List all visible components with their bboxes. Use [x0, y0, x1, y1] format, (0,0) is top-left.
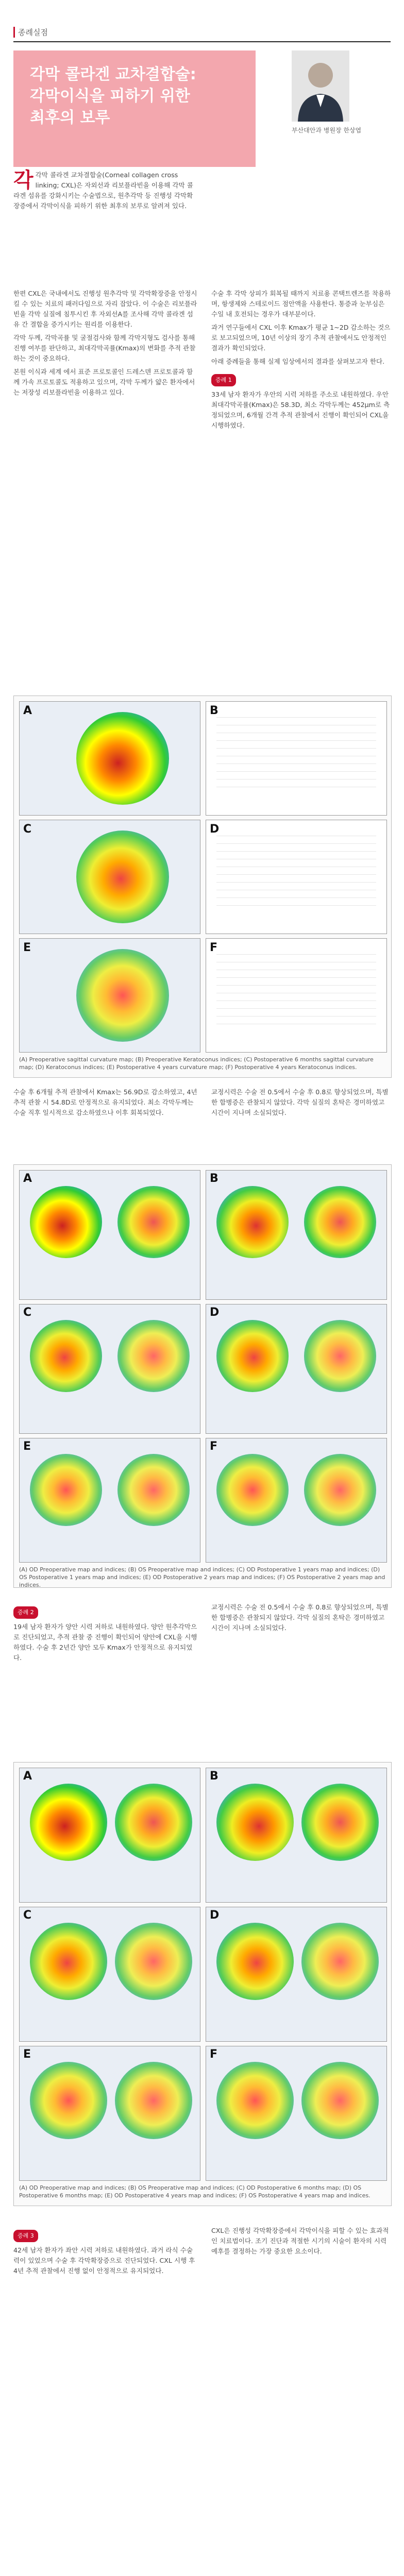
topography-map — [216, 2062, 294, 2139]
figure-panel — [206, 1768, 387, 1903]
panel-label: F — [210, 1440, 218, 1453]
author-photo — [292, 50, 349, 122]
mid-column-right — [211, 1087, 392, 1121]
figure-caption: (A) OD Preoperative map and indices; (B) OS Preoperative map and indices; (C) OD Postoperative 1 years map and indices; (D) OS Postoperative 1 years map and indices; (E) OD Postoperative 2 years map and indices; (F) OS Postoperative 2 years map and indices. — [19, 1566, 385, 1588]
indices-table — [216, 954, 376, 1031]
panel-label: E — [23, 941, 31, 954]
figure-caption: (A) OD Preoperative map and indices; (B) OS Preoperative map and indices; (C) OD Postoperative 6 months map; (D) OS Postoperative 6 months map; (E) OD Postoperative 4 years map and indices; (F) OS Postoperative 4 years map and indices. — [19, 2184, 371, 2199]
case2-column-right — [211, 1602, 392, 1636]
topography-map — [30, 1454, 102, 1526]
topography-map — [216, 1784, 294, 1861]
figure-panel — [206, 2046, 387, 2181]
figure-panel — [19, 938, 200, 1053]
panel-label: F — [210, 941, 218, 954]
intro-text: 각막 콜라겐 교차결합술(Corneal collagen cross linking; CXL)은 자외선과 리보플라빈을 이용해 각막 콜라겐 섬유를 강화시키는 수술법으로, 원추각막 등 진행성 각막확장증에서 각막이식을 피하기 위한 최후의 보루로 알려져 있다. — [13, 171, 193, 210]
topography-map — [117, 1186, 190, 1258]
body-paragraph: 과거 연구들에서 CXL 이후 Kmax가 평균 1~2D 감소하는 것으로 보고되었으며, 10년 이상의 장기 추적 관찰에서도 안정적인 결과가 확인되었다. — [211, 324, 391, 352]
panel-label: D — [210, 823, 220, 836]
figure-caption: (A) Preoperative sagittal curvature map; (B) Preoperative Keratoconus indices; (C) Postoperative 6 months sagittal curvature map; (D) Keratoconus indices; (E) Postoperative 4 years curvature map; (F) Postoperative 4 years Keratoconus indices. — [19, 1056, 374, 1071]
body-paragraph: 수술 후 각막 상피가 회복될 때까지 치료용 콘택트렌즈를 착용하며, 항생제와 스테로이드 점안액을 사용한다. 통증과 눈부심은 수일 내 호전되는 경우가 대부분이다. — [211, 290, 391, 318]
case-text: 42세 남자 환자가 좌안 시력 저하로 내원하였다. 과거 라식 수술력이 있었으며 수술 후 각막확장증으로 진단되었다. CXL 시행 후 4년 추적 관찰에서 진행 없이 안정적으로 유지되었다. — [13, 2246, 195, 2275]
topography-map — [216, 1454, 289, 1526]
panel-label: B — [210, 704, 218, 717]
topography-map — [30, 1186, 102, 1258]
body-paragraph: 각막 두께, 각막곡률 및 굴절검사와 함께 각막지형도 검사를 통해 진행 여부를 판단하고, 최대각막곡률(Kmax)의 변화를 추적 관찰하는 것이 중요하다. — [13, 334, 196, 362]
figure-panel — [206, 1907, 387, 2042]
figure-panel — [206, 1170, 387, 1300]
topography-map — [301, 1784, 379, 1861]
topography-map — [115, 1923, 192, 2000]
case-label: 증례 1 — [211, 374, 236, 386]
title-line-2: 각막이식을 피하기 위한 — [30, 87, 190, 105]
body-paragraph: 아래 증례들을 통해 실제 임상에서의 결과를 살펴보고자 한다. — [211, 358, 385, 365]
indices-table — [216, 717, 376, 794]
page-title — [30, 64, 196, 129]
topography-map — [30, 1320, 102, 1392]
figure-panel — [19, 701, 200, 816]
topography-map — [115, 1784, 192, 1861]
intro-paragraph — [13, 170, 199, 211]
topography-map — [30, 1923, 107, 2000]
topography-map — [30, 2062, 107, 2139]
title-line-1: 각막 콜라겐 교차결합술: — [30, 65, 196, 83]
figure-panel — [19, 1907, 200, 2042]
figure-panel — [19, 1438, 200, 1563]
figure-panel — [206, 1438, 387, 1563]
topography-map — [30, 1784, 107, 1861]
topography-map — [304, 1186, 376, 1258]
figure-panel — [19, 820, 200, 934]
topography-map — [115, 2062, 192, 2139]
conclusion-paragraph: CXL은 진행성 각막확장증에서 각막이식을 피할 수 있는 효과적인 치료법이다. 조기 진단과 적절한 시기의 시술이 환자의 시력 예후를 결정하는 가장 중요한 요소이다. — [211, 2227, 389, 2255]
panel-label: D — [210, 1909, 220, 1922]
panel-label: D — [210, 1306, 220, 1319]
figure-panel — [206, 938, 387, 1053]
panel-label: A — [23, 1770, 32, 1783]
panel-label: E — [23, 2048, 31, 2061]
body-column-left — [13, 289, 199, 401]
topography-map — [216, 1320, 289, 1392]
panel-label: B — [210, 1770, 218, 1783]
mid-column-left — [13, 1087, 199, 1121]
figure-panel — [19, 2046, 200, 2181]
panel-label: A — [23, 1172, 32, 1185]
case2-column-left — [13, 1602, 199, 1666]
section-tag: 종례실점 — [13, 27, 48, 38]
body-paragraph: 수술 후 6개월 추적 관찰에서 Kmax는 56.9D로 감소하였고, 4년 추적 관찰 시 54.8D로 안정적으로 유지되었다. 최소 각막두께는 수술 직후 일시적으로 감소하였으나 이후 회복되었다. — [13, 1088, 197, 1116]
panel-label: E — [23, 1440, 31, 1453]
header-rule — [13, 41, 391, 42]
figure-panel — [206, 701, 387, 816]
case-label: 증례 2 — [13, 1606, 38, 1619]
indices-table — [216, 836, 376, 913]
panel-label: B — [210, 1172, 218, 1185]
topography-map — [76, 949, 169, 1042]
figure-panel — [206, 820, 387, 934]
topography-map — [117, 1320, 190, 1392]
figure-panel — [19, 1304, 200, 1434]
topography-map — [304, 1454, 376, 1526]
body-paragraph: 교정시력은 수술 전 0.5에서 수술 후 0.8로 향상되었으며, 특별한 합병증은 관찰되지 않았다. 각막 실질의 혼탁은 경미하였고 시간이 지나며 소실되었다. — [211, 1603, 389, 1632]
figure-panel — [206, 1304, 387, 1434]
conclusion-column — [211, 2226, 392, 2260]
topography-map — [216, 1186, 289, 1258]
panel-label: A — [23, 704, 32, 717]
author-silhouette-icon — [292, 50, 349, 122]
figure-3 — [13, 1762, 392, 2206]
title-line-3: 최후의 보루 — [30, 109, 110, 127]
panel-label: F — [210, 2048, 218, 2061]
figure-2 — [13, 1164, 392, 1588]
author-caption: 부산대안과 병원장 한상엽 — [292, 127, 362, 134]
body-paragraph: 교정시력은 수술 전 0.5에서 수술 후 0.8로 향상되었으며, 특별한 합병증은 관찰되지 않았다. 각막 실질의 혼탁은 경미하였고 시간이 지나며 소실되었다. — [211, 1088, 389, 1116]
body-paragraph: 본원 이식과 세계 에서 표준 프로토콜인 드레스덴 프로토콜과 함께 가속 프로토콜도 적용하고 있으며, 각막 두께가 얇은 환자에서는 저장성 리보플라빈을 이용하고 있다. — [13, 368, 195, 396]
case-text: 19세 남자 환자가 양안 시력 저하로 내원하였다. 양안 원추각막으로 진단되었고, 추적 관찰 중 진행이 확인되어 양안에 CXL을 시행하였다. 수술 후 2년간 양안 모두 Kmax가 안정적으로 유지되었다. — [13, 1623, 197, 1662]
panel-label: C — [23, 1909, 32, 1922]
case3-column-left — [13, 2226, 199, 2279]
body-paragraph: 한편 CXL은 국내에서도 진행성 원추각막 및 각막확장증을 안정시킬 수 있는 치료의 패러다임으로 자리 잡았다. 이 수술은 리보플라빈을 각막 실질에 침투시킨 후 자외선A를 조사해 각막 콜라겐 섬유 간 결합을 증가시키는 원리를 이용한다. — [13, 290, 197, 328]
topography-map — [76, 712, 169, 805]
hero-banner — [13, 50, 256, 167]
panel-label: C — [23, 823, 32, 836]
case-text: 33세 남자 환자가 우안의 시력 저하를 주소로 내원하였다. 우안 최대각막곡률(Kmax)은 58.3D, 최소 각막두께는 452μm로 측정되었으며, 6개월 간격 추적 관찰에서 진행이 확인되어 CXL을 시행하였다. — [211, 391, 390, 429]
figure-panel — [19, 1768, 200, 1903]
topography-map — [301, 2062, 379, 2139]
body-column-right — [211, 289, 392, 434]
topography-map — [117, 1454, 190, 1526]
figure-panel — [19, 1170, 200, 1300]
figure-1 — [13, 696, 392, 1078]
topography-map — [301, 1923, 379, 2000]
topography-map — [76, 831, 169, 923]
panel-label: C — [23, 1306, 32, 1319]
case-label: 증례 3 — [13, 2230, 38, 2242]
dropcap: 각 — [13, 168, 33, 192]
topography-map — [304, 1320, 376, 1392]
topography-map — [216, 1923, 294, 2000]
